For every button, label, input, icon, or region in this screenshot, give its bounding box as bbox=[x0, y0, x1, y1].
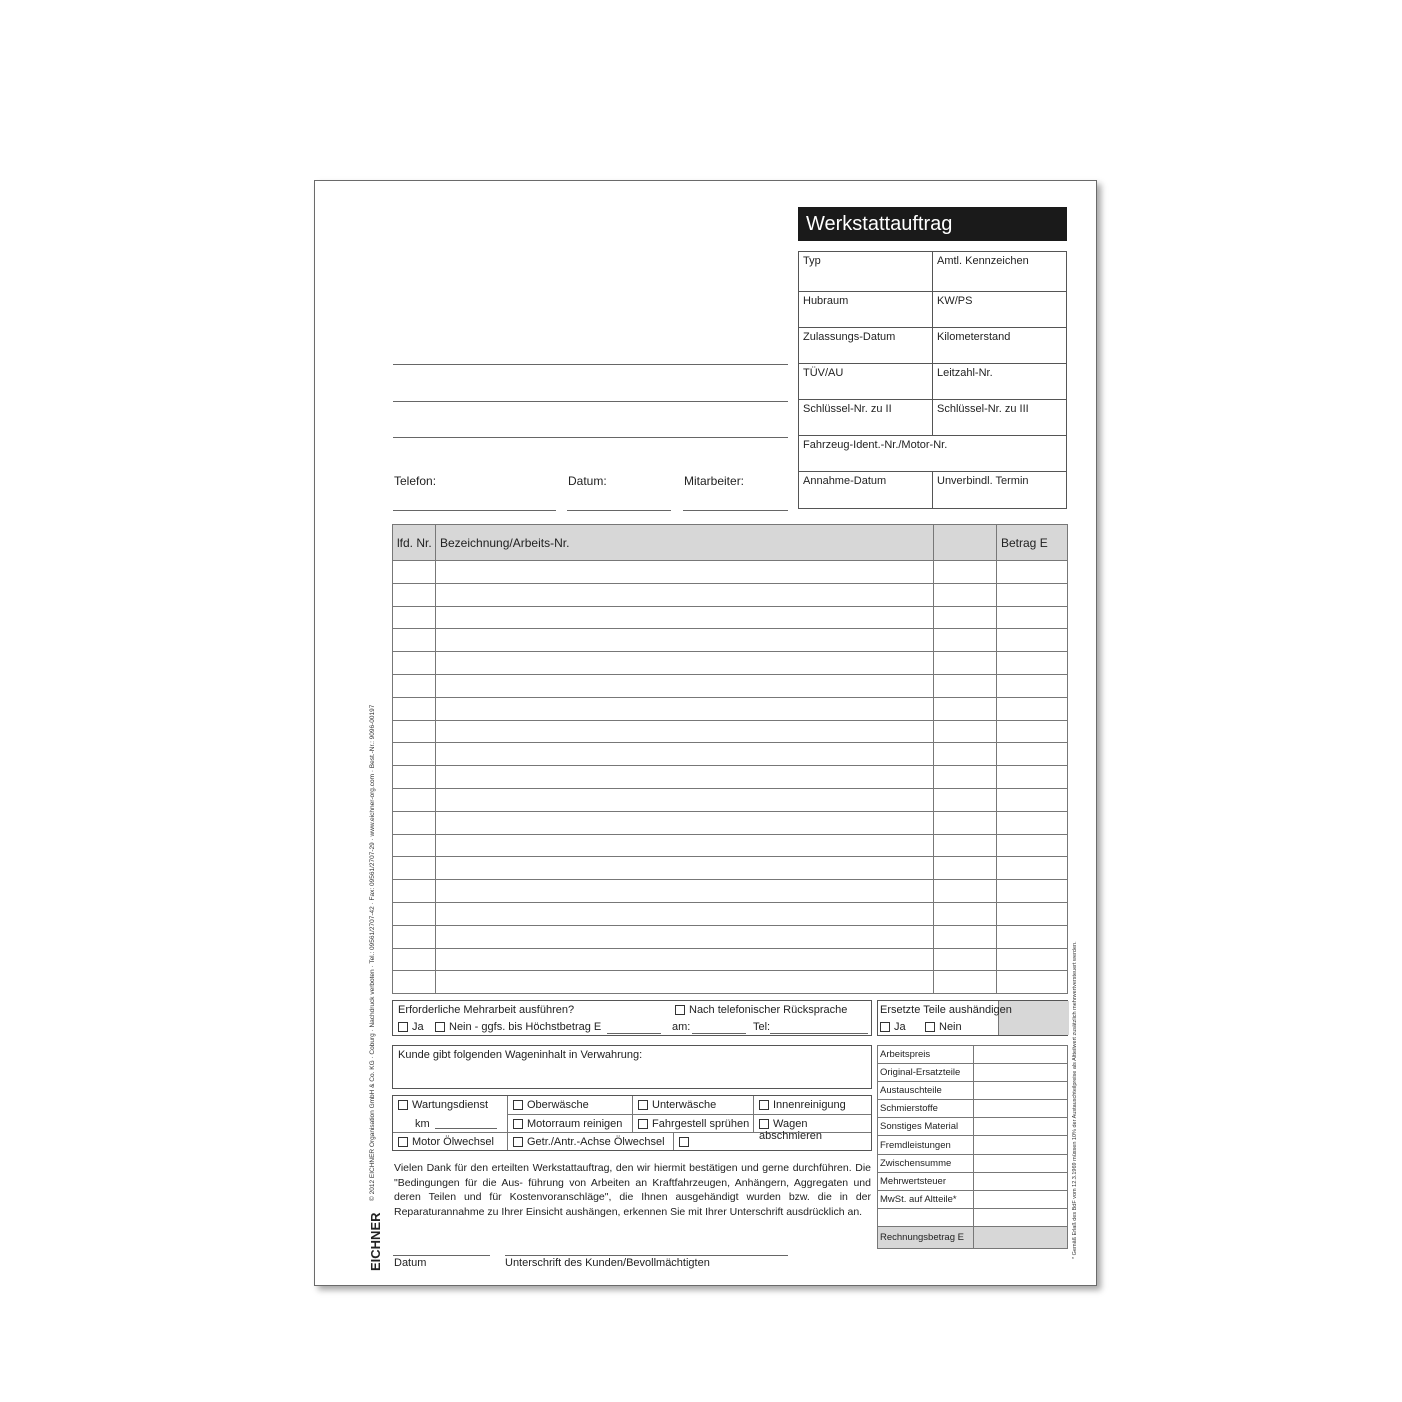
phone-check-label: Nach telefonischer Rücksprache bbox=[689, 1004, 848, 1016]
oberwaesche-wrap bbox=[513, 1099, 589, 1111]
row-desc-cell[interactable] bbox=[436, 606, 934, 629]
row-blank-cell[interactable] bbox=[934, 583, 997, 606]
row-desc-cell[interactable] bbox=[436, 766, 934, 789]
cost-row bbox=[878, 1154, 1068, 1172]
cost-label bbox=[878, 1208, 974, 1226]
row-blank-cell[interactable] bbox=[934, 561, 997, 584]
row-amount-cell[interactable] bbox=[997, 561, 1068, 584]
row-amount-cell[interactable] bbox=[997, 583, 1068, 606]
table-row[interactable] bbox=[393, 971, 1068, 994]
row-desc-cell[interactable] bbox=[436, 948, 934, 971]
cost-row bbox=[878, 1064, 1068, 1082]
field-schluessel-2[interactable]: Schlüssel-Nr. zu II bbox=[799, 400, 933, 435]
abschmieren-checkbox[interactable] bbox=[759, 1119, 769, 1129]
cost-row bbox=[878, 1136, 1068, 1154]
form-sheet bbox=[314, 180, 1097, 1286]
field-kennzeichen[interactable]: Amtl. Kennzeichen bbox=[937, 255, 1029, 267]
parts-ja-wrap bbox=[880, 1021, 906, 1033]
oberwaesche-checkbox[interactable] bbox=[513, 1100, 523, 1110]
row-amount-cell[interactable] bbox=[997, 971, 1068, 994]
col-nr: lfd. Nr. bbox=[393, 525, 436, 561]
col-desc: Bezeichnung/Arbeits-Nr. bbox=[436, 525, 934, 561]
parts-ja-label: Ja bbox=[894, 1021, 906, 1033]
services-grid bbox=[392, 1095, 872, 1151]
col-blank bbox=[934, 525, 997, 561]
form-title: Werkstattauftrag bbox=[798, 207, 1067, 241]
motorraum-label: Motorraum reinigen bbox=[527, 1118, 623, 1130]
cost-label: Fremdleistungen bbox=[878, 1136, 974, 1154]
cost-label: Schmierstoffe bbox=[878, 1100, 974, 1118]
parts-nein-checkbox[interactable] bbox=[925, 1022, 935, 1032]
row-amount-cell[interactable] bbox=[997, 948, 1068, 971]
row-blank-cell[interactable] bbox=[934, 674, 997, 697]
table-row[interactable] bbox=[393, 606, 1068, 629]
row-desc-cell[interactable] bbox=[436, 629, 934, 652]
cost-row bbox=[878, 1190, 1068, 1208]
motoroel-wrap bbox=[398, 1136, 494, 1148]
sign-date-line[interactable] bbox=[393, 1255, 490, 1256]
phone-checkbox[interactable] bbox=[675, 1005, 685, 1015]
row-blank-cell[interactable] bbox=[934, 766, 997, 789]
row-desc-cell[interactable] bbox=[436, 583, 934, 606]
table-row[interactable] bbox=[393, 788, 1068, 811]
row-blank-cell[interactable] bbox=[934, 811, 997, 834]
am-label: am: bbox=[672, 1021, 691, 1033]
cost-row bbox=[878, 1172, 1068, 1190]
row-nr-cell[interactable] bbox=[393, 720, 436, 743]
row-nr-cell[interactable] bbox=[393, 697, 436, 720]
table-row[interactable] bbox=[393, 674, 1068, 697]
cost-label: Austauschteile bbox=[878, 1082, 974, 1100]
innen-label: Innenreinigung bbox=[773, 1099, 846, 1111]
row-nr-cell[interactable] bbox=[393, 788, 436, 811]
phone-check-wrap bbox=[675, 1004, 847, 1016]
row-blank-cell[interactable] bbox=[934, 720, 997, 743]
datum-line[interactable] bbox=[567, 510, 671, 511]
row-desc-cell[interactable] bbox=[436, 720, 934, 743]
field-kw-ps[interactable]: KW/PS bbox=[937, 295, 973, 307]
parts-nein-wrap bbox=[925, 1021, 962, 1033]
row-desc-cell[interactable] bbox=[436, 697, 934, 720]
row-desc-cell[interactable] bbox=[436, 971, 934, 994]
row-desc-cell[interactable] bbox=[436, 811, 934, 834]
row-nr-cell[interactable] bbox=[393, 652, 436, 675]
cost-row bbox=[878, 1082, 1068, 1100]
row-desc-cell[interactable] bbox=[436, 788, 934, 811]
cost-label: MwSt. auf Altteile* bbox=[878, 1190, 974, 1208]
table-row[interactable] bbox=[393, 720, 1068, 743]
storage-box[interactable] bbox=[392, 1045, 872, 1089]
row-blank-cell[interactable] bbox=[934, 788, 997, 811]
km-label: km bbox=[415, 1118, 430, 1130]
row-nr-cell[interactable] bbox=[393, 743, 436, 766]
cost-row bbox=[878, 1226, 1068, 1248]
motoroel-label: Motor Ölwechsel bbox=[412, 1136, 494, 1148]
terms-text: Vielen Dank für den erteilten Werkstattauftrag, den wir hiermit bestätigen und gerne durchführen. Die "Bedingungen für die Aus- führung von Arbeiten an Kraftfahrzeugen, Anhängern, Aggregaten und deren Teilen und für Kostenvoranschläge", die Ihnen ausgehändigt wurden bzw. die in der Reparaturannahme zu Ihrer Einsicht aushängen, erkennen Sie mit Ihrer Unterschrift ausdrücklich an. bbox=[394, 1162, 871, 1218]
row-blank-cell[interactable] bbox=[934, 652, 997, 675]
datum-label: Datum: bbox=[568, 474, 607, 488]
row-nr-cell[interactable] bbox=[393, 834, 436, 857]
row-nr-cell[interactable] bbox=[393, 902, 436, 925]
row-amount-cell[interactable] bbox=[997, 606, 1068, 629]
extra-service-checkbox[interactable] bbox=[679, 1137, 689, 1147]
row-blank-cell[interactable] bbox=[934, 971, 997, 994]
nein-checkbox[interactable] bbox=[435, 1022, 445, 1032]
table-row[interactable] bbox=[393, 583, 1068, 606]
km-line[interactable] bbox=[435, 1128, 497, 1129]
wartung-checkbox[interactable] bbox=[398, 1100, 408, 1110]
row-amount-cell[interactable] bbox=[997, 652, 1068, 675]
cost-row bbox=[878, 1046, 1068, 1064]
col-amount: Betrag E bbox=[997, 525, 1068, 561]
table-row[interactable] bbox=[393, 766, 1068, 789]
row-blank-cell[interactable] bbox=[934, 697, 997, 720]
mitarbeiter-label: Mitarbeiter: bbox=[684, 474, 745, 488]
unterwaesche-label: Unterwäsche bbox=[652, 1099, 717, 1111]
sign-customer-line[interactable] bbox=[505, 1255, 788, 1256]
getriebe-wrap bbox=[513, 1136, 665, 1148]
cost-value[interactable] bbox=[974, 1190, 1068, 1208]
address-line-1[interactable] bbox=[393, 364, 788, 365]
cost-value[interactable] bbox=[974, 1226, 1068, 1248]
table-row[interactable] bbox=[393, 629, 1068, 652]
oberwaesche-label: Oberwäsche bbox=[527, 1099, 589, 1111]
row-desc-cell[interactable] bbox=[436, 902, 934, 925]
row-amount-cell[interactable] bbox=[997, 811, 1068, 834]
ja-checkbox[interactable] bbox=[398, 1022, 408, 1032]
cost-value[interactable] bbox=[974, 1100, 1068, 1118]
cost-value[interactable] bbox=[974, 1046, 1068, 1064]
row-nr-cell[interactable] bbox=[393, 925, 436, 948]
row-nr-cell[interactable] bbox=[393, 606, 436, 629]
cost-label: Sonstiges Material bbox=[878, 1118, 974, 1136]
fahrgestell-wrap bbox=[638, 1118, 749, 1130]
table-row[interactable] bbox=[393, 925, 1068, 948]
table-row[interactable] bbox=[393, 857, 1068, 880]
row-nr-cell[interactable] bbox=[393, 629, 436, 652]
innen-checkbox[interactable] bbox=[759, 1100, 769, 1110]
fahrgestell-checkbox[interactable] bbox=[638, 1119, 648, 1129]
getriebe-checkbox[interactable] bbox=[513, 1137, 523, 1147]
row-blank-cell[interactable] bbox=[934, 834, 997, 857]
row-desc-cell[interactable] bbox=[436, 561, 934, 584]
table-row[interactable] bbox=[393, 743, 1068, 766]
row-blank-cell[interactable] bbox=[934, 948, 997, 971]
row-nr-cell[interactable] bbox=[393, 811, 436, 834]
table-row[interactable] bbox=[393, 561, 1068, 584]
cost-value[interactable] bbox=[974, 1136, 1068, 1154]
row-amount-cell[interactable] bbox=[997, 857, 1068, 880]
cost-value[interactable] bbox=[974, 1118, 1068, 1136]
address-line-3[interactable] bbox=[393, 437, 788, 438]
row-amount-cell[interactable] bbox=[997, 766, 1068, 789]
nein-label: Nein - ggfs. bis Höchstbetrag E bbox=[449, 1021, 602, 1033]
row-amount-cell[interactable] bbox=[997, 674, 1068, 697]
row-nr-cell[interactable] bbox=[393, 674, 436, 697]
parts-title: Ersetzte Teile aushändigen bbox=[880, 1004, 1012, 1016]
table-row[interactable] bbox=[393, 834, 1068, 857]
cost-label: Rechnungsbetrag E bbox=[878, 1226, 974, 1248]
ja-wrap bbox=[398, 1021, 424, 1033]
row-amount-cell[interactable] bbox=[997, 880, 1068, 903]
tel-label: Tel: bbox=[753, 1021, 771, 1033]
cost-label: Mehrwertsteuer bbox=[878, 1172, 974, 1190]
field-hubraum[interactable]: Hubraum bbox=[799, 292, 933, 327]
am-line[interactable] bbox=[692, 1033, 746, 1034]
row-desc-cell[interactable] bbox=[436, 652, 934, 675]
row-blank-cell[interactable] bbox=[934, 902, 997, 925]
field-tuev[interactable]: TÜV/AU bbox=[799, 364, 933, 399]
cost-label: Arbeitspreis bbox=[878, 1046, 974, 1064]
motorraum-checkbox[interactable] bbox=[513, 1119, 523, 1129]
innen-wrap bbox=[759, 1099, 846, 1111]
row-amount-cell[interactable] bbox=[997, 697, 1068, 720]
row-amount-cell[interactable] bbox=[997, 629, 1068, 652]
nein-wrap bbox=[435, 1021, 601, 1033]
row-nr-cell[interactable] bbox=[393, 857, 436, 880]
unterwaesche-checkbox[interactable] bbox=[638, 1100, 648, 1110]
abschmieren-wrap bbox=[759, 1118, 871, 1142]
row-amount-cell[interactable] bbox=[997, 925, 1068, 948]
table-row[interactable] bbox=[393, 652, 1068, 675]
row-blank-cell[interactable] bbox=[934, 925, 997, 948]
abschmieren-label: Wagen abschmieren bbox=[759, 1118, 822, 1142]
row-desc-cell[interactable] bbox=[436, 674, 934, 697]
parts-nein-label: Nein bbox=[939, 1021, 962, 1033]
imprint-text: © 2012 EICHNER Organisation GmbH & Co. KG · Coburg · Nachdruck verboten · Tel.: 09561/2707-42 · Fax: 09561/2707-29 · www.eichner-org.com · Best.-Nr.: 9096-00197 bbox=[369, 704, 376, 1201]
row-desc-cell[interactable] bbox=[436, 880, 934, 903]
field-termin[interactable]: Unverbindl. Termin bbox=[937, 475, 1029, 487]
mitarbeiter-line[interactable] bbox=[683, 510, 788, 511]
row-nr-cell[interactable] bbox=[393, 971, 436, 994]
field-typ[interactable]: Typ bbox=[799, 252, 933, 291]
row-desc-cell[interactable] bbox=[436, 925, 934, 948]
row-desc-cell[interactable] bbox=[436, 743, 934, 766]
cost-value[interactable] bbox=[974, 1082, 1068, 1100]
cost-row bbox=[878, 1118, 1068, 1136]
row-nr-cell[interactable] bbox=[393, 948, 436, 971]
field-leitzahl[interactable]: Leitzahl-Nr. bbox=[937, 367, 993, 379]
row-desc-cell[interactable] bbox=[436, 834, 934, 857]
table-row[interactable] bbox=[393, 902, 1068, 925]
row-blank-cell[interactable] bbox=[934, 880, 997, 903]
tel-line[interactable] bbox=[770, 1033, 868, 1034]
cost-value[interactable] bbox=[974, 1064, 1068, 1082]
cost-value[interactable] bbox=[974, 1154, 1068, 1172]
sign-date-label: Datum bbox=[394, 1257, 427, 1269]
getriebe-label: Getr./Antr.-Achse Ölwechsel bbox=[527, 1136, 665, 1148]
wartung-label: Wartungsdienst bbox=[412, 1099, 489, 1111]
row-amount-cell[interactable] bbox=[997, 720, 1068, 743]
cost-row bbox=[878, 1208, 1068, 1226]
wartung-wrap bbox=[398, 1099, 488, 1111]
unterwaesche-wrap bbox=[638, 1099, 716, 1111]
sign-customer-label: Unterschrift des Kunden/Bevollmächtigten bbox=[505, 1257, 710, 1269]
parts-box bbox=[877, 1000, 1068, 1036]
field-kilometerstand[interactable]: Kilometerstand bbox=[937, 331, 1011, 343]
field-zulassung[interactable]: Zulassungs-Datum bbox=[799, 328, 933, 363]
row-amount-cell[interactable] bbox=[997, 902, 1068, 925]
vehicle-fields bbox=[798, 251, 1067, 509]
fahrgestell-label: Fahrgestell sprühen bbox=[652, 1118, 750, 1130]
motorraum-wrap bbox=[513, 1118, 622, 1130]
row-nr-cell[interactable] bbox=[393, 880, 436, 903]
hoechstbetrag-line[interactable] bbox=[607, 1033, 661, 1034]
row-blank-cell[interactable] bbox=[934, 857, 997, 880]
cost-row bbox=[878, 1100, 1068, 1118]
table-row[interactable] bbox=[393, 948, 1068, 971]
field-fahrzeug-ident[interactable]: Fahrzeug-Ident.-Nr./Motor-Nr. bbox=[803, 439, 948, 451]
extra-work-box bbox=[392, 1000, 872, 1036]
row-blank-cell[interactable] bbox=[934, 606, 997, 629]
table-row[interactable] bbox=[393, 880, 1068, 903]
storage-label: Kunde gibt folgenden Wageninhalt in Verwahrung: bbox=[398, 1049, 643, 1061]
extra-question: Erforderliche Mehrarbeit ausführen? bbox=[398, 1004, 575, 1016]
cost-label: Original-Ersatzteile bbox=[878, 1064, 974, 1082]
cost-value[interactable] bbox=[974, 1172, 1068, 1190]
row-desc-cell[interactable] bbox=[436, 857, 934, 880]
row-nr-cell[interactable] bbox=[393, 561, 436, 584]
brand-logo: EICHNER bbox=[368, 1212, 383, 1271]
row-blank-cell[interactable] bbox=[934, 743, 997, 766]
row-nr-cell[interactable] bbox=[393, 766, 436, 789]
telefon-line[interactable] bbox=[393, 510, 556, 511]
table-row[interactable] bbox=[393, 811, 1068, 834]
row-amount-cell[interactable] bbox=[997, 834, 1068, 857]
ja-label: Ja bbox=[412, 1021, 424, 1033]
extra-service-wrap bbox=[679, 1136, 693, 1148]
motoroel-checkbox[interactable] bbox=[398, 1137, 408, 1147]
cost-value[interactable] bbox=[974, 1208, 1068, 1226]
cost-summary-table bbox=[877, 1045, 1068, 1249]
parts-ja-checkbox[interactable] bbox=[880, 1022, 890, 1032]
footnote-text: * Gemäß Erlaß des BdF vom 12.3.1969 müssen 10% der Austauschteilpreise als Altteilwert zusätzlich mehrwertversteuert werden. bbox=[1072, 941, 1078, 1259]
field-schluessel-3[interactable]: Schlüssel-Nr. zu III bbox=[937, 403, 1029, 415]
row-nr-cell[interactable] bbox=[393, 583, 436, 606]
field-annahme[interactable]: Annahme-Datum bbox=[799, 472, 933, 508]
row-amount-cell[interactable] bbox=[997, 743, 1068, 766]
row-amount-cell[interactable] bbox=[997, 788, 1068, 811]
table-row[interactable] bbox=[393, 697, 1068, 720]
address-line-2[interactable] bbox=[393, 401, 788, 402]
cost-label: Zwischensumme bbox=[878, 1154, 974, 1172]
work-items-table bbox=[392, 524, 1068, 994]
row-blank-cell[interactable] bbox=[934, 629, 997, 652]
telefon-label: Telefon: bbox=[394, 474, 437, 488]
